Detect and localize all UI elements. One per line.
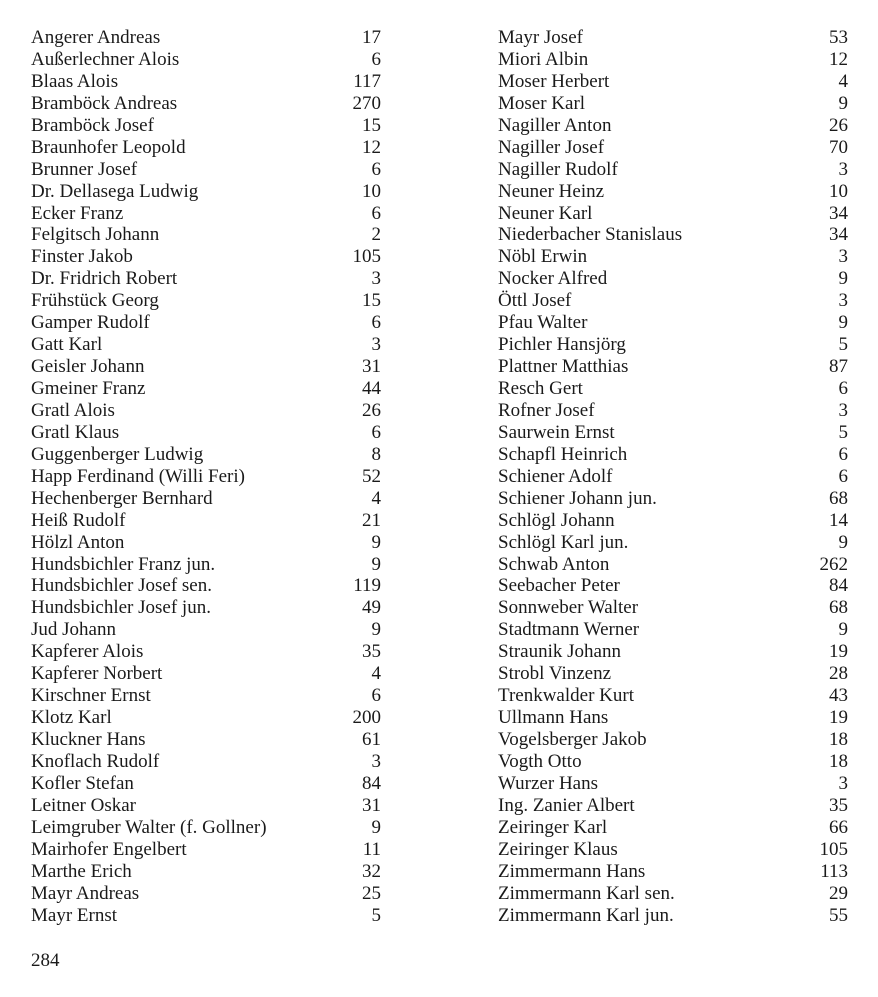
person-name: Niederbacher Stanislaus bbox=[498, 224, 683, 246]
count-value: 9 bbox=[371, 553, 381, 575]
person-name: Gratl Alois bbox=[31, 399, 115, 421]
person-name: Schapfl Heinrich bbox=[498, 443, 628, 465]
list-item bbox=[498, 466, 848, 488]
list-item bbox=[31, 137, 381, 159]
list-item bbox=[31, 510, 381, 532]
person-name: Zimmermann Karl sen. bbox=[498, 882, 675, 904]
count-value: 18 bbox=[829, 729, 848, 750]
list-item bbox=[498, 115, 848, 137]
list-item bbox=[31, 663, 381, 685]
count-value: 9 bbox=[371, 619, 381, 641]
list-item bbox=[498, 71, 848, 93]
count-value: 6 bbox=[371, 202, 381, 224]
count-value: 12 bbox=[829, 48, 848, 70]
count-value: 9 bbox=[838, 312, 848, 334]
right-name-column bbox=[498, 27, 848, 926]
list-item bbox=[31, 575, 381, 597]
count-value: 5 bbox=[838, 334, 848, 356]
count-value: 18 bbox=[829, 750, 848, 772]
list-item bbox=[31, 27, 381, 49]
count-value: 9 bbox=[838, 619, 848, 641]
count-value: 26 bbox=[829, 114, 848, 136]
list-item bbox=[31, 685, 381, 707]
person-name: Schiener Johann jun. bbox=[498, 487, 657, 509]
person-name: Blaas Alois bbox=[31, 70, 119, 92]
person-name: Heiß Rudolf bbox=[31, 509, 126, 531]
count-value: 26 bbox=[362, 399, 381, 421]
count-value: 11 bbox=[362, 838, 381, 860]
count-value: 5 bbox=[371, 904, 381, 926]
list-item bbox=[498, 488, 848, 510]
person-name: Kirschner Ernst bbox=[31, 685, 151, 707]
person-name: Nocker Alfred bbox=[498, 268, 608, 290]
count-value: 17 bbox=[362, 27, 381, 48]
count-value: 6 bbox=[371, 421, 381, 443]
count-value: 105 bbox=[819, 838, 848, 860]
list-item bbox=[31, 488, 381, 510]
person-name: Geisler Johann bbox=[31, 356, 145, 378]
list-item bbox=[498, 224, 848, 246]
count-value: 25 bbox=[362, 882, 381, 904]
count-value: 6 bbox=[371, 685, 381, 707]
list-item bbox=[498, 597, 848, 619]
list-item bbox=[498, 554, 848, 576]
count-value: 14 bbox=[829, 509, 848, 531]
list-item bbox=[31, 883, 381, 905]
count-value: 3 bbox=[371, 334, 381, 356]
count-value: 87 bbox=[829, 356, 848, 378]
count-value: 3 bbox=[838, 399, 848, 421]
person-name: Neuner Heinz bbox=[498, 180, 605, 202]
count-value: 6 bbox=[838, 378, 848, 399]
person-name: Strobl Vinzenz bbox=[498, 663, 612, 685]
count-value: 10 bbox=[362, 180, 381, 202]
list-item bbox=[498, 839, 848, 861]
count-value: 68 bbox=[829, 487, 848, 509]
person-name: Frühstück Georg bbox=[31, 290, 159, 312]
list-item bbox=[31, 71, 381, 93]
person-name: Hundsbichler Josef sen. bbox=[31, 575, 212, 597]
list-item bbox=[31, 268, 381, 290]
list-item bbox=[498, 27, 848, 49]
list-item bbox=[31, 619, 381, 641]
person-name: Klotz Karl bbox=[31, 707, 112, 729]
list-item bbox=[498, 619, 848, 641]
count-value: 10 bbox=[829, 180, 848, 202]
list-item bbox=[498, 378, 848, 400]
count-value: 43 bbox=[829, 685, 848, 707]
person-name: Leimgruber Walter (f. Gollner) bbox=[31, 816, 267, 838]
count-value: 35 bbox=[362, 641, 381, 663]
person-name: Angerer Andreas bbox=[31, 27, 161, 48]
person-name: Pichler Hansjörg bbox=[498, 334, 626, 356]
person-name: Felgitsch Johann bbox=[31, 224, 160, 246]
count-value: 9 bbox=[838, 531, 848, 553]
count-value: 3 bbox=[371, 268, 381, 290]
list-item bbox=[498, 883, 848, 905]
count-value: 52 bbox=[362, 465, 381, 487]
list-item bbox=[498, 181, 848, 203]
person-name: Straunik Johann bbox=[498, 641, 621, 663]
list-item bbox=[31, 773, 381, 795]
count-value: 44 bbox=[362, 378, 381, 399]
list-item bbox=[31, 905, 381, 927]
count-value: 117 bbox=[353, 70, 381, 92]
person-name: Schlögl Karl jun. bbox=[498, 531, 629, 553]
list-item bbox=[498, 532, 848, 554]
person-name: Braunhofer Leopold bbox=[31, 136, 186, 158]
person-name: Stadtmann Werner bbox=[498, 619, 640, 641]
person-name: Happ Ferdinand (Willi Feri) bbox=[31, 465, 245, 487]
list-item bbox=[498, 356, 848, 378]
count-value: 3 bbox=[371, 750, 381, 772]
person-name: Nagiller Rudolf bbox=[498, 158, 618, 180]
person-name: Resch Gert bbox=[498, 378, 583, 399]
list-item bbox=[498, 575, 848, 597]
person-name: Mayr Josef bbox=[498, 27, 583, 48]
count-value: 49 bbox=[362, 597, 381, 619]
count-value: 3 bbox=[838, 246, 848, 268]
list-item bbox=[31, 356, 381, 378]
count-value: 35 bbox=[829, 794, 848, 816]
person-name: Zimmermann Karl jun. bbox=[498, 904, 674, 926]
list-item bbox=[31, 795, 381, 817]
count-value: 12 bbox=[362, 136, 381, 158]
person-name: Moser Herbert bbox=[498, 70, 610, 92]
list-item bbox=[498, 685, 848, 707]
count-value: 270 bbox=[352, 92, 381, 114]
list-item bbox=[498, 751, 848, 773]
person-name: Schlögl Johann bbox=[498, 509, 615, 531]
person-name: Guggenberger Ludwig bbox=[31, 443, 204, 465]
count-value: 5 bbox=[838, 421, 848, 443]
person-name: Nagiller Anton bbox=[498, 114, 612, 136]
count-value: 15 bbox=[362, 290, 381, 312]
person-name: Hechenberger Bernhard bbox=[31, 487, 213, 509]
person-name: Gamper Rudolf bbox=[31, 312, 150, 334]
person-name: Miori Albin bbox=[498, 48, 589, 70]
count-value: 3 bbox=[838, 290, 848, 312]
count-value: 21 bbox=[362, 509, 381, 531]
count-value: 84 bbox=[362, 772, 381, 794]
count-value: 6 bbox=[371, 48, 381, 70]
person-name: Außerlechner Alois bbox=[31, 48, 180, 70]
list-item bbox=[31, 224, 381, 246]
count-value: 9 bbox=[371, 531, 381, 553]
person-name: Nöbl Erwin bbox=[498, 246, 588, 268]
list-item bbox=[498, 268, 848, 290]
list-item bbox=[31, 751, 381, 773]
person-name: Leitner Oskar bbox=[31, 794, 136, 816]
person-name: Sonnweber Walter bbox=[498, 597, 639, 619]
person-name: Rofner Josef bbox=[498, 399, 595, 421]
person-name: Hölzl Anton bbox=[31, 531, 125, 553]
list-item bbox=[31, 444, 381, 466]
person-name: Ing. Zanier Albert bbox=[498, 794, 635, 816]
person-name: Finster Jakob bbox=[31, 246, 133, 268]
list-item bbox=[31, 554, 381, 576]
person-name: Knoflach Rudolf bbox=[31, 750, 160, 772]
list-item bbox=[498, 290, 848, 312]
list-item bbox=[31, 707, 381, 729]
count-value: 19 bbox=[829, 707, 848, 729]
person-name: Bramböck Andreas bbox=[31, 92, 178, 114]
person-name: Öttl Josef bbox=[498, 290, 572, 312]
list-item bbox=[31, 400, 381, 422]
count-value: 29 bbox=[829, 882, 848, 904]
list-item bbox=[31, 532, 381, 554]
count-value: 61 bbox=[362, 729, 381, 750]
person-name: Bramböck Josef bbox=[31, 114, 154, 136]
person-name: Zeiringer Karl bbox=[498, 816, 608, 838]
list-item bbox=[31, 422, 381, 444]
list-item bbox=[498, 312, 848, 334]
list-item bbox=[498, 49, 848, 71]
person-name: Mayr Andreas bbox=[31, 882, 140, 904]
person-name: Seebacher Peter bbox=[498, 575, 620, 597]
count-value: 113 bbox=[820, 860, 848, 882]
list-item bbox=[498, 400, 848, 422]
person-name: Hundsbichler Josef jun. bbox=[31, 597, 211, 619]
count-value: 3 bbox=[838, 158, 848, 180]
count-value: 19 bbox=[829, 641, 848, 663]
list-item bbox=[498, 861, 848, 883]
person-name: Mayr Ernst bbox=[31, 904, 118, 926]
count-value: 4 bbox=[371, 663, 381, 685]
count-value: 9 bbox=[838, 268, 848, 290]
person-name: Brunner Josef bbox=[31, 158, 138, 180]
count-value: 55 bbox=[829, 904, 848, 926]
list-item bbox=[31, 115, 381, 137]
list-item bbox=[498, 93, 848, 115]
person-name: Zimmermann Hans bbox=[498, 860, 646, 882]
list-item bbox=[31, 290, 381, 312]
left-name-column bbox=[31, 27, 381, 926]
count-value: 4 bbox=[371, 487, 381, 509]
person-name: Trenkwalder Kurt bbox=[498, 685, 634, 707]
count-value: 34 bbox=[829, 202, 848, 224]
list-item bbox=[31, 378, 381, 400]
count-value: 200 bbox=[352, 707, 381, 729]
list-item bbox=[31, 181, 381, 203]
list-item bbox=[31, 246, 381, 268]
person-name: Kofler Stefan bbox=[31, 772, 134, 794]
person-name: Vogelsberger Jakob bbox=[498, 729, 647, 750]
count-value: 66 bbox=[829, 816, 848, 838]
list-item bbox=[498, 203, 848, 225]
person-name: Kluckner Hans bbox=[31, 729, 146, 750]
list-item bbox=[498, 159, 848, 181]
count-value: 9 bbox=[371, 816, 381, 838]
person-name: Hundsbichler Franz jun. bbox=[31, 553, 216, 575]
count-value: 31 bbox=[362, 356, 381, 378]
list-item bbox=[498, 729, 848, 751]
count-value: 32 bbox=[362, 860, 381, 882]
count-value: 262 bbox=[819, 553, 848, 575]
person-name: Plattner Matthias bbox=[498, 356, 629, 378]
person-name: Jud Johann bbox=[31, 619, 116, 641]
person-name: Moser Karl bbox=[498, 92, 586, 114]
list-item bbox=[31, 641, 381, 663]
count-value: 53 bbox=[829, 27, 848, 48]
count-value: 6 bbox=[838, 465, 848, 487]
person-name: Neuner Karl bbox=[498, 202, 593, 224]
count-value: 31 bbox=[362, 794, 381, 816]
person-name: Dr. Fridrich Robert bbox=[31, 268, 178, 290]
list-item bbox=[498, 334, 848, 356]
list-item bbox=[498, 444, 848, 466]
count-value: 6 bbox=[838, 443, 848, 465]
list-item bbox=[31, 334, 381, 356]
list-item bbox=[498, 641, 848, 663]
count-value: 9 bbox=[838, 92, 848, 114]
list-item bbox=[498, 773, 848, 795]
person-name: Pfau Walter bbox=[498, 312, 588, 334]
list-item bbox=[31, 861, 381, 883]
list-item bbox=[498, 422, 848, 444]
person-name: Gratl Klaus bbox=[31, 421, 120, 443]
person-name: Nagiller Josef bbox=[498, 136, 605, 158]
count-value: 8 bbox=[371, 443, 381, 465]
person-name: Ullmann Hans bbox=[498, 707, 609, 729]
count-value: 28 bbox=[829, 663, 848, 685]
count-value: 84 bbox=[829, 575, 848, 597]
list-item bbox=[31, 159, 381, 181]
person-name: Saurwein Ernst bbox=[498, 421, 615, 443]
count-value: 15 bbox=[362, 114, 381, 136]
list-item bbox=[31, 203, 381, 225]
count-value: 6 bbox=[371, 312, 381, 334]
list-item bbox=[31, 49, 381, 71]
list-item bbox=[31, 597, 381, 619]
list-item bbox=[498, 663, 848, 685]
count-value: 105 bbox=[352, 246, 381, 268]
count-value: 68 bbox=[829, 597, 848, 619]
count-value: 4 bbox=[838, 70, 848, 92]
person-name: Wurzer Hans bbox=[498, 772, 598, 794]
list-item bbox=[31, 93, 381, 115]
list-item bbox=[31, 839, 381, 861]
list-item bbox=[498, 905, 848, 927]
list-item bbox=[498, 795, 848, 817]
person-name: Dr. Dellasega Ludwig bbox=[31, 180, 199, 202]
person-name: Kapferer Norbert bbox=[31, 663, 163, 685]
person-name: Schwab Anton bbox=[498, 553, 610, 575]
list-item bbox=[31, 817, 381, 839]
person-name: Kapferer Alois bbox=[31, 641, 144, 663]
count-value: 119 bbox=[353, 575, 381, 597]
count-value: 2 bbox=[371, 224, 381, 246]
list-item bbox=[31, 729, 381, 751]
list-item bbox=[498, 817, 848, 839]
list-item bbox=[498, 510, 848, 532]
list-item bbox=[498, 246, 848, 268]
person-name: Mairhofer Engelbert bbox=[31, 838, 187, 860]
list-item bbox=[498, 707, 848, 729]
person-name: Gmeiner Franz bbox=[31, 378, 146, 399]
count-value: 3 bbox=[838, 772, 848, 794]
person-name: Gatt Karl bbox=[31, 334, 103, 356]
person-name: Vogth Otto bbox=[498, 750, 582, 772]
person-name: Schiener Adolf bbox=[498, 465, 613, 487]
count-value: 34 bbox=[829, 224, 848, 246]
person-name: Zeiringer Klaus bbox=[498, 838, 618, 860]
list-item bbox=[31, 312, 381, 334]
person-name: Ecker Franz bbox=[31, 202, 124, 224]
list-item bbox=[498, 137, 848, 159]
count-value: 70 bbox=[829, 136, 848, 158]
count-value: 6 bbox=[371, 158, 381, 180]
page-number: 284 bbox=[31, 950, 60, 971]
list-item bbox=[31, 466, 381, 488]
person-name: Marthe Erich bbox=[31, 860, 132, 882]
